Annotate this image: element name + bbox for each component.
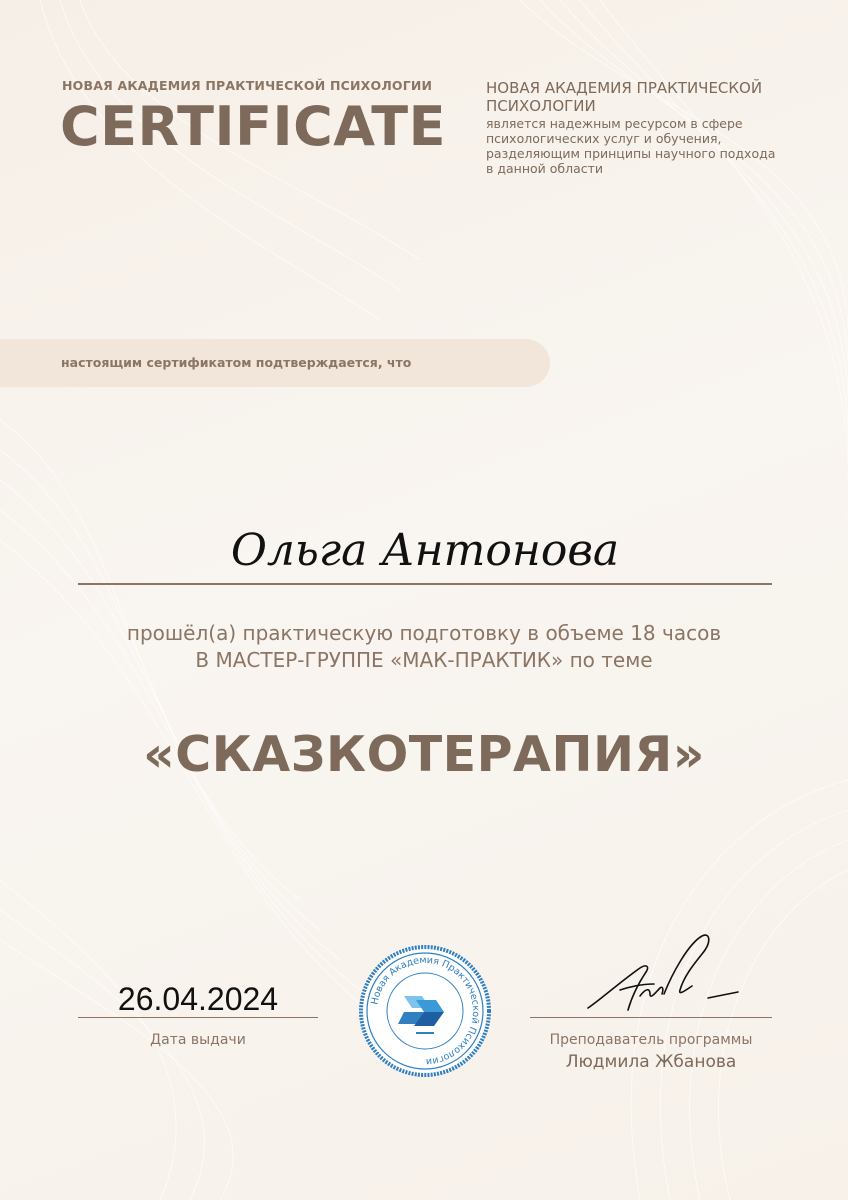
issue-date-label: Дата выдачи — [150, 1032, 246, 1048]
description-line-1: прошёл(а) практическую подготовку в объеме 18 часов — [126, 621, 722, 645]
instructor-signature — [580, 930, 750, 1016]
org-description: является надежным ресурсом в сфере психологических услуг и обучения, разделяющим принципы научного подхода в данной области — [486, 116, 776, 176]
recipient-underline — [78, 583, 772, 585]
org-name: НОВАЯ АКАДЕМИЯ ПРАКТИЧЕСКОЙ ПСИХОЛОГИИ — [486, 79, 763, 115]
description-line-2: В МАСТЕР-ГРУППЕ «МАК-ПРАКТИК» по теме — [195, 648, 653, 672]
certificate-title: CERTIFICATE — [60, 95, 447, 158]
instructor-label: Преподаватель программы — [549, 1032, 753, 1048]
org-info-block — [486, 79, 806, 176]
issue-date: 26.04.2024 — [117, 981, 279, 1017]
signature-underline — [530, 1017, 772, 1018]
seal-ring-text: Новая Академия Практической Психологии — [369, 954, 482, 1068]
course-topic: «СКАЗКОТЕРАПИЯ» — [143, 726, 705, 783]
confirmation-text: настоящим сертификатом подтверждается, что — [61, 355, 412, 370]
recipient-name: Ольга Антонова — [230, 525, 620, 576]
academy-seal — [358, 944, 492, 1078]
org-name-small: НОВАЯ АКАДЕМИЯ ПРАКТИЧЕСКОЙ ПСИХОЛОГИИ — [62, 78, 433, 93]
issue-date-underline — [78, 1017, 318, 1018]
instructor-name: Людмила Жбанова — [565, 1052, 737, 1072]
